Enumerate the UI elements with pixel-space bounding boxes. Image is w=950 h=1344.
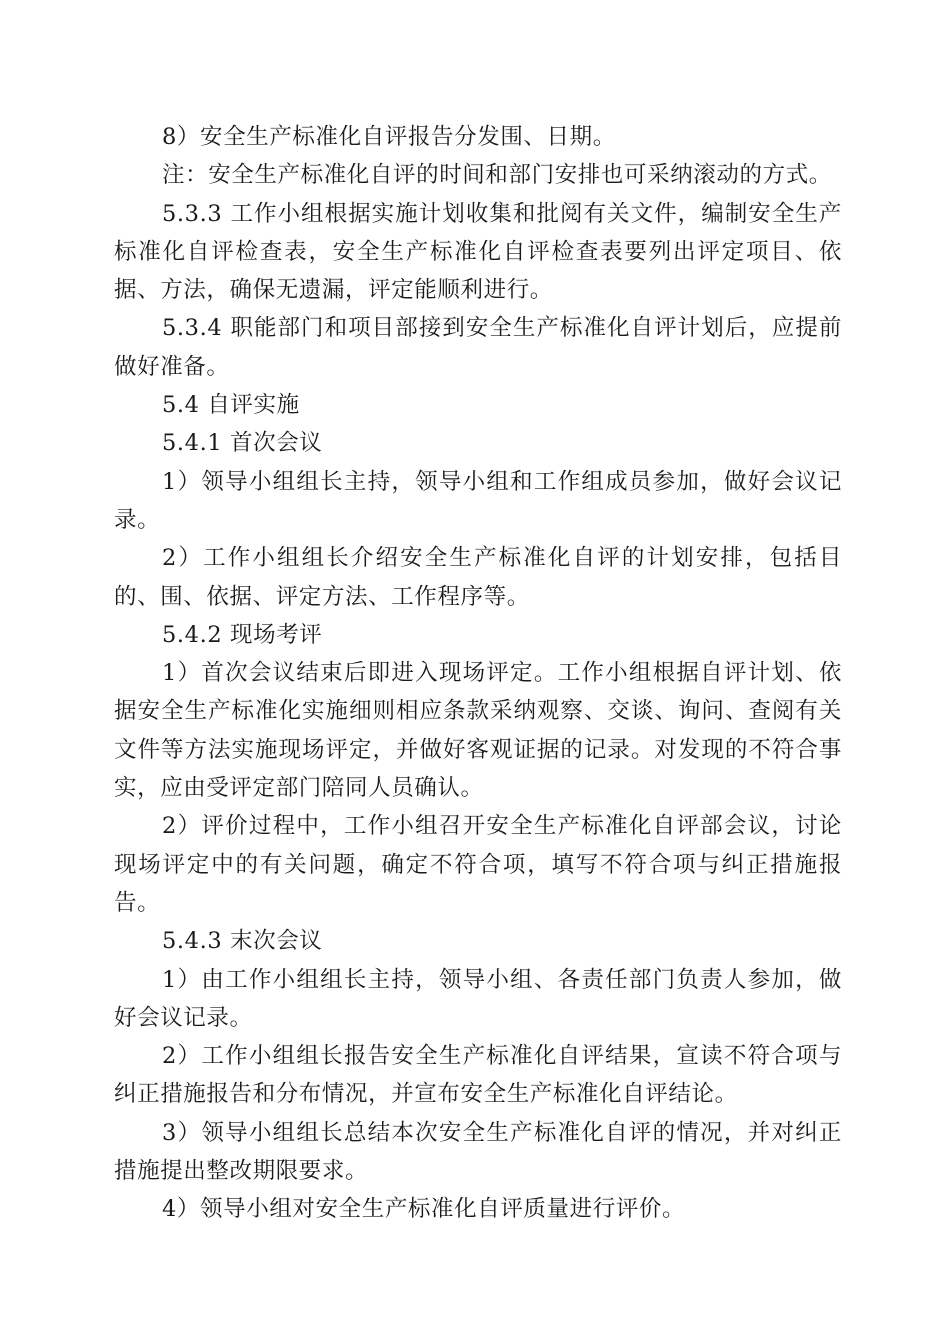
paragraph-5-4-3-item-4: 4）领导小组对安全生产标准化自评质量进行评价。 [162,1196,686,1223]
heading-5-4-3: 5.4.3 末次会议 [162,928,323,955]
heading-5-4-1: 5.4.1 首次会议 [162,430,323,457]
document-body [114,118,842,1229]
paragraph-5-4-3-item-3: 3）领导小组组长总结本次安全生产标准化自评的情况，并对纠正措施提出整改期限要求。 [114,1119,842,1185]
paragraph-note: 注：安全生产标准化自评的时间和部门安排也可采纳滚动的方式。 [162,162,832,189]
paragraph-5-3-3: 5.3.3 工作小组根据实施计划收集和批阅有关文件，编制安全生产标准化自评检查表，安全生产标准化自评检查表要列出评定项目、依据、方法，确保无遗漏，评定能顺利进行。 [114,200,842,304]
heading-5-4-2: 5.4.2 现场考评 [162,621,323,648]
paragraph-5-4-2-item-2: 2）评价过程中，工作小组召开安全生产标准化自评部会议，讨论现场评定中的有关问题，确定不符合项，填写不符合项与纠正措施报告。 [114,813,842,916]
heading-5-4: 5.4 自评实施 [162,392,300,419]
paragraph-5-4-3-item-1: 1）由工作小组组长主持，领导小组、各责任部门负责人参加，做好会议记录。 [114,966,842,1031]
paragraph-5-4-2-item-1: 1）首次会议结束后即进入现场评定。工作小组根据自评计划、依据安全生产标准化实施细则相应条款采纳观察、交谈、询问、查阅有关文件等方法实施现场评定，并做好客观证据的记录。对发现的不符合事实，应由受评定部门陪同人员确认。 [114,660,842,802]
paragraph-distribution-scope: 8）安全生产标准化自评报告分发围、日期。 [162,124,616,150]
paragraph-5-4-3-item-2: 2）工作小组组长报告安全生产标准化自评结果，宣读不符合项与纠正措施报告和分布情况，并宣布安全生产标准化自评结论。 [114,1043,842,1108]
paragraph-5-4-1-item-2: 2）工作小组组长介绍安全生产标准化自评的计划安排，包括目的、围、依据、评定方法、工作程序等。 [114,545,842,610]
paragraph-5-3-4: 5.3.4 职能部门和项目部接到安全生产标准化自评计划后，应提前做好准备。 [114,315,842,380]
paragraph-5-4-1-item-1: 1）领导小组组长主持，领导小组和工作组成员参加，做好会议记录。 [114,468,842,533]
